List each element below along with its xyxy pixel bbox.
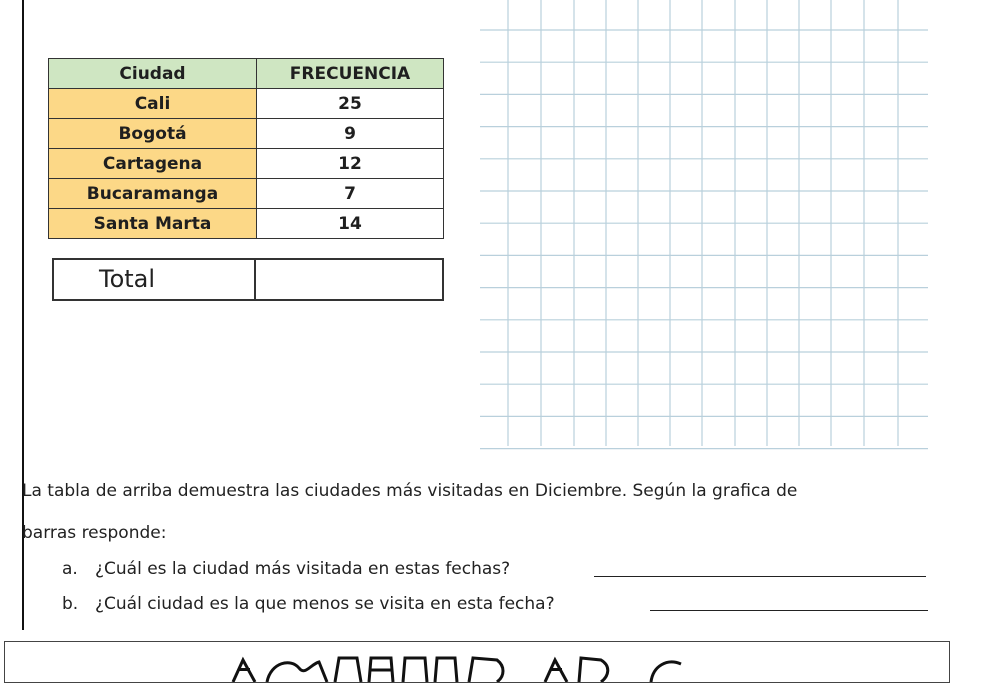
answer-line-a[interactable] (594, 576, 926, 577)
answer-line-b[interactable] (650, 610, 928, 611)
city-cell: Cali (49, 89, 257, 119)
header-ciudad: Ciudad (49, 59, 257, 89)
table-row (49, 179, 444, 209)
table-row (49, 149, 444, 179)
table-row (49, 89, 444, 119)
graph-paper-grid (480, 0, 930, 450)
frequency-cell: 9 (257, 119, 444, 149)
paragraph-line-2: barras responde: (22, 523, 167, 543)
city-cell: Cartagena (49, 149, 257, 179)
decorative-title-box (4, 641, 950, 683)
question-a-text: ¿Cuál es la ciudad más visitada en estas fechas? (95, 559, 511, 579)
frequency-cell: 25 (257, 89, 444, 119)
frequency-cell: 7 (257, 179, 444, 209)
total-row (52, 258, 444, 301)
frequency-cell: 14 (257, 209, 444, 239)
paragraph-line-1: La tabla de arriba demuestra las ciudades más visitadas en Diciembre. Según la grafica de (22, 481, 798, 501)
city-cell: Bogotá (49, 119, 257, 149)
frequency-table (48, 58, 444, 239)
table-row (49, 119, 444, 149)
question-b-text: ¿Cuál ciudad es la que menos se visita en esta fecha? (95, 594, 555, 614)
city-cell: Bucaramanga (49, 179, 257, 209)
city-cell: Santa Marta (49, 209, 257, 239)
decorative-lettering-image (5, 642, 949, 682)
table-row (49, 209, 444, 239)
question-a-marker: a. (62, 559, 78, 579)
table-header-row (49, 59, 444, 89)
header-frecuencia: FRECUENCIA (257, 59, 444, 89)
grid-lines (480, 0, 928, 449)
total-label: Total (54, 260, 256, 299)
question-b-marker: b. (62, 594, 79, 614)
frequency-cell: 12 (257, 149, 444, 179)
total-answer-field[interactable] (256, 260, 442, 299)
